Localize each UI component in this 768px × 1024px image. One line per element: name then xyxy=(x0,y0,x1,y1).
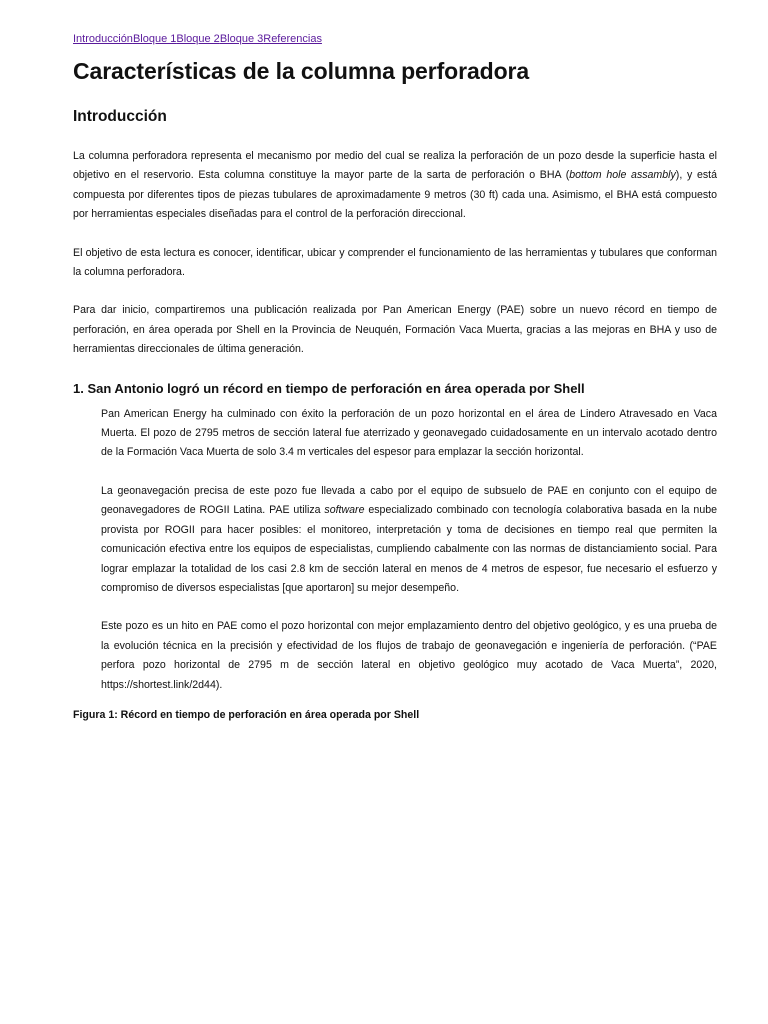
quote-p2-text-a: La geonavegación precisa de este pozo fue llevada a cabo por el equipo de subsuelo de PAE en conjunto con el equipo de geonavegadores de ROGII Latina. PAE utiliza xyxy=(101,484,717,517)
intro-p1-text-b: ), y está compuesta por diferentes tipos de piezas tubulares de aproximadamente 9 metros (30 ft) cada una. Asimismo, el BHA está compuesto por herramientas especiales diseñadas para el control de la perforación direccional. xyxy=(73,169,717,221)
nav-link-referencias[interactable]: Referencias xyxy=(263,33,322,45)
nav-link-introduccion[interactable]: Introducción xyxy=(73,33,133,45)
figure-caption: Figura 1: Récord en tiempo de perforación en área operada por Shell xyxy=(73,708,420,721)
nav-link-bloque-2[interactable]: Bloque 2 xyxy=(176,33,220,45)
nav-link-bloque-3[interactable]: Bloque 3 xyxy=(219,33,264,45)
intro-paragraph-2: El objetivo de esta lectura es conocer, identificar, ubicar y comprender el funcionamiento de las herramientas y tubulares que conforman la columna perforadora. xyxy=(73,246,717,279)
quote-paragraph-3: Este pozo es un hito en PAE como el pozo horizontal con mejor emplazamiento dentro del objetivo geológico, y es una prueba de la evolución técnica en la precisión y efectividad de los flujos de trabajo de geonavegación e ingeniería de perforación. (“PAE perfora pozo horizontal de 2795 m de sección lateral en objetivo geológico muy acotado de Vaca Muerta”, 2020, https://shortest.link/2d44). xyxy=(101,620,717,691)
page-title: Características de la columna perforadora xyxy=(73,58,530,84)
intro-paragraph-1 xyxy=(73,147,717,225)
intro-p1-text-a: La columna perforadora representa el mecanismo por medio del cual se realiza la perforación de un pozo desde la superficie hasta el objetivo en el reservorio. Esta columna constituye la mayor parte de la sarta de perforación o BHA ( xyxy=(73,150,717,182)
blockquote xyxy=(73,405,717,695)
section-nav xyxy=(73,30,717,48)
intro-p1-emphasis: bottom hole assambly xyxy=(569,169,676,182)
nav-link-bloque-1[interactable]: Bloque 1 xyxy=(132,33,177,45)
quote-paragraph-2 xyxy=(101,482,717,598)
intro-heading: Introducción xyxy=(73,108,167,125)
section-1-heading: 1. San Antonio logró un récord en tiempo de perforación en área operada por Shell xyxy=(73,380,585,396)
intro-paragraph-3: Para dar inicio, compartiremos una publicación realizada por Pan American Energy (PAE) sobre un nuevo récord en tiempo de perforación, en área operada por Shell en la Provincia de Neuquén, Formación Vaca Muerta, gracias a las mejoras en BHA y uso de herramientas direccionales de última generación. xyxy=(73,304,717,356)
quote-p2-text-b: especializado combinado con tecnología colaborativa basada en la nube provista por ROGII para hacer posibles: el monitoreo, interpretación y toma de decisiones en tiempo real que permiten la comunicación efectiva entre los equipos de especialistas, cumpliendo cabalmente con las normas de distanciamiento social. Para lograr emplazar la totalidad de los casi 2.8 km de sección lateral en menos de 4 metros de espesor, fue necesario el esfuerzo y compromiso de diversos especialistas [que aportaron] su mejor desempeño. xyxy=(101,504,717,594)
quote-paragraph-1: Pan American Energy ha culminado con éxito la perforación de un pozo horizontal en el área de Lindero Atravesado en Vaca Muerta. El pozo de 2795 metros de sección lateral fue aterrizado y geonavegado cuidadosamente en un intervalo acotado dentro de la Formación Vaca Muerta de solo 3.4 m verticales del espesor para emplazar la sección horizontal. xyxy=(101,407,717,459)
quote-p2-emphasis: software xyxy=(324,504,365,517)
